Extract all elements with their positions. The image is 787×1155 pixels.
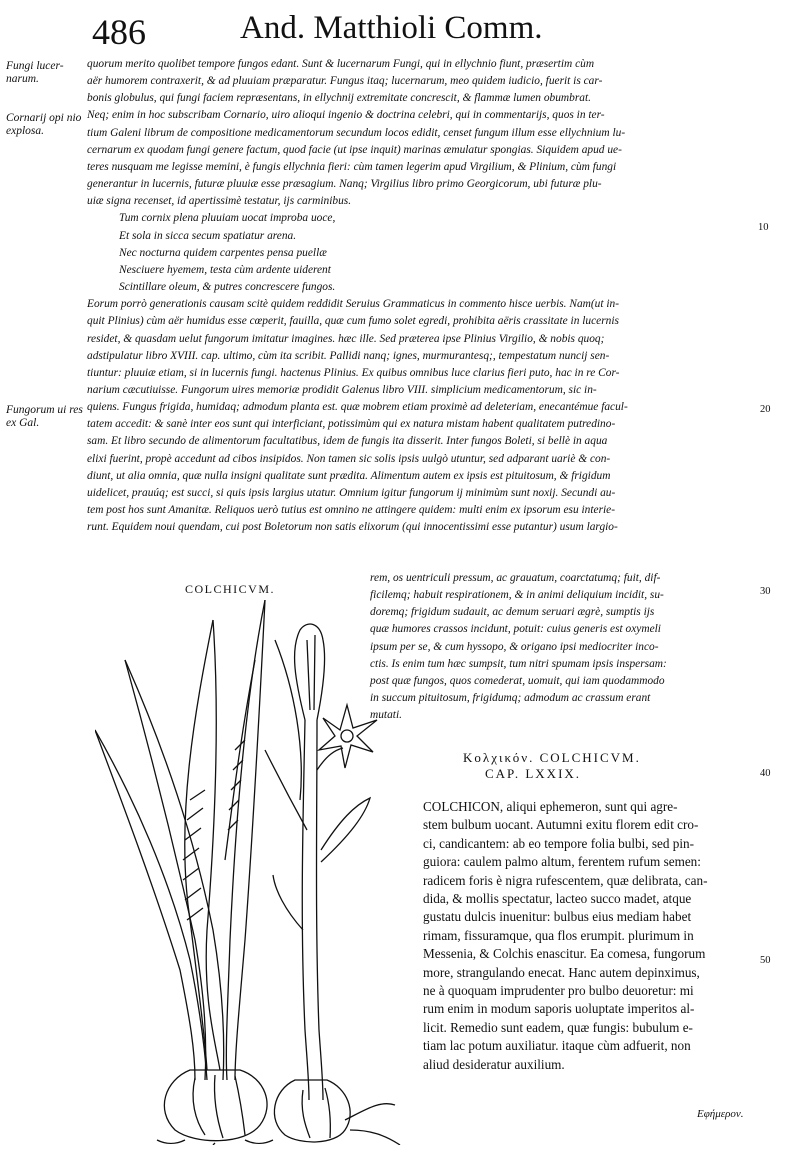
text-line: quit Plinius) cùm aër humidus esse cœperit, fauilla, quæ cum fumo solet egredi, prohibita aëris crassitate in lucernis [87, 315, 619, 328]
line-number: 20 [760, 404, 771, 415]
text-line: sam. Et libro secundo de alimentorum facultatibus, idem de fungis ita disserit. Inter fungos Boleti, si bellè in aqua [87, 435, 608, 448]
margin-note: Fungorum ui res ex Gal. [6, 404, 83, 429]
text-line: elixi fuerint, propè accedunt ad cibos insipidos. Non tamen sic solis ipsis uulgò utuntur, sed adparant uariè & con- [87, 452, 611, 465]
margin-note: Cornarij opi nio explosa. [6, 112, 82, 137]
chapter-title: Κολχικόν. COLCHICVM. [463, 750, 641, 765]
text-line: cernarum ex quodam fungi genere factum, quod facie (ut ipse inquit) marinas æmulatur spongias. Siquidem apud ue- [87, 143, 622, 156]
verse-line: Nesciuere hyemem, testa cùm ardente uiderent [119, 263, 331, 276]
figure-title: COLCHICVM. [185, 582, 276, 596]
text-line: teres nusquam me legisse memini, è fungis ellychnia fieri: cùm tamen legerim apud Virgilium, & Plinium, cùm fungi [87, 160, 617, 173]
text-line: aër humorem contraxerit, & ad pluuiam præparatur. Fungus itaq; lucernarum, meo quidem iudicio, fuerit is car- [87, 75, 603, 88]
page-number: 486 [92, 12, 146, 52]
text-line: residet, & quasdam uelut fungorum imitatur imagines. hæc ille. Sed præterea ipse Plinius Virgilio, & nobis quoq; [87, 332, 605, 345]
text-line: stem bulbum uocant. Autumni exitu florem edit cro- [423, 817, 699, 833]
wrapped-text [370, 570, 775, 724]
verse-line: Et sola in sicca secum spatiatur arena. [119, 229, 297, 242]
text-line: tiam lac potum auxiliatur. itaque cùm adfuerit, non [423, 1038, 691, 1054]
text-line: runt. Equidem noui quendam, cui post Boletorum non satis elixorum (qui innocentissimi esse putantur) usum largio- [87, 521, 618, 534]
text-line: aliud desideratur auxilium. [423, 1056, 565, 1072]
text-line: post quæ fungos, quos comederat, uomuit, qui iam quodammodo [370, 674, 665, 687]
text-line: ficilemq; habuit respirationem, & in animi deliquium incidit, su- [370, 589, 664, 602]
text-line: quiens. Fungus frigida, humidaq; admodum planta est. quæ mobrem etiam proximè ad deleteriam, enecantémue facul- [87, 401, 628, 414]
running-head: And. Matthioli Comm. [240, 10, 543, 46]
line-number: 40 [760, 768, 771, 779]
colchicum-woodcut [95, 600, 415, 1145]
text-line: narium cæcutiuisse. Fungorum uires memoriæ prodidit Galenus libro VIII. simplicium medicamentorum, sic in- [87, 383, 597, 396]
text-line: rum enim in modum saporis uoluptate imperitos al- [423, 1001, 695, 1017]
chapter-number: CAP. LXXIX. [485, 766, 582, 781]
verse-line: Scintillare oleum, & putres concrescere fungos. [119, 281, 336, 294]
text-line: quæ humores crassos incidunt, potuit: cuius generis est oxymeli [370, 623, 661, 636]
text-line: gustatu dulcis inuenitur: bulbus eius mediam habet [423, 909, 692, 925]
text-line: adstipulatur libro XVIII. cap. ultimo, cùm ita scribit. Pallidi nanq; ignes, murmurantesq;, tempestatum nuncij sen- [87, 349, 610, 362]
text-line: more, strangulando enecat. Hanc autem depinximus, [423, 964, 700, 980]
text-line: uiæ signa recenset, id apertissimè testatur, ijs carminibus. [87, 195, 352, 208]
text-line: tem post hos sunt Amanitæ. Reliquos uerò tutius est omnino ne attingere quidem: multi enim ex ipsorum esu interie- [87, 504, 616, 517]
margin-note: Fungi lucer- narum. [6, 60, 64, 85]
text-line: tium Galeni librum de compositione medicamentorum secundum locos edidit, censet fungum illum esse ellychnium lu- [87, 126, 626, 139]
verse-block [119, 210, 755, 296]
text-line: generantur in lucernis, futuræ pluuiæ esse præsagium. Nanq; Virgilius libro primo Georgicorum, ubi futuræ plu- [87, 178, 602, 191]
text-line: ipsum per se, & cum hyssopo, & origano ipsi mediocriter inco- [370, 640, 659, 653]
text-line: tatem accedit: & sanè inter eos sunt qui interficiant, potissimùm qui ex natura mistam habent qualitatem putredino- [87, 418, 616, 431]
text-line: mutati. [370, 709, 402, 722]
line-number: 50 [760, 955, 771, 966]
text-line: dida, & mollis spectatur, lacteo succo madet, atque [423, 891, 692, 907]
text-line: rimam, fissuramque, qua flos erumpit. plurimum in [423, 927, 694, 943]
text-line: rem, os uentriculi pressum, ac grauatum, coarctatumq; fuit, dif- [370, 572, 661, 584]
text-line: Eorum porrò generationis causam scitè quidem reddidit Seruius Grammaticus in commento hisce uerbis. Nam(ut in- [87, 298, 620, 311]
text-line: guiora: caulem palmo altum, ferentem rufum semen: [423, 854, 701, 870]
catchword: Εφήμερον. [697, 1108, 744, 1120]
text-line: diunt, ut alia omnia, quæ nulla insigni qualitate sunt prædita. Alimentum autem ex ipsis est pituitosum, & frigidum [87, 469, 611, 482]
main-text [87, 56, 755, 536]
text-line: COLCHICON, aliqui ephemeron, sunt qui agre- [423, 799, 678, 814]
verse-line: Tum cornix plena pluuiam uocat improba uoce, [119, 212, 336, 225]
text-line: ctis. Is enim tum hæc sumpsit, tum nitri spumam ipsis inspersam: [370, 657, 667, 670]
text-line: Messenia, & Colchis enascitur. Ea comesa, fungorum [423, 946, 706, 962]
chapter-text [423, 798, 768, 1074]
text-line: in succum pituitosum, frigidumq; admodum ac crassum erant [370, 692, 651, 705]
text-line: doremq; frigidum sudauit, ac demum seruari ægrè, sumptis ijs [370, 606, 655, 619]
text-line: licit. Remedio sunt eadem, quæ fungis: bubulum e- [423, 1019, 693, 1035]
text-line: Neq; enim in hoc subscribam Cornario, uiro alioqui ingenio & doctrina celebri, qui in commentarijs, quos in ter- [87, 109, 605, 122]
text-line: ci, candicantem: ab eo tempore folia bulbi, sed pin- [423, 835, 694, 851]
text-line: radicem foris è nigra rufescentem, quæ delibrata, can- [423, 872, 708, 888]
verse-line: Nec nocturna quidem carpentes pensa puellæ [119, 246, 327, 259]
text-line: quorum merito quolibet tempore fungos edant. Sunt & lucernarum Fungi, qui in ellychnio fiunt, præsertim cùm [87, 58, 595, 70]
text-line: tiuntur: pluuiæ etiam, si in lucernis fungi. hactenus Plinius. Ex quibus omnibus luce clarius fieri puto, hac in re Cor- [87, 366, 620, 379]
text-line: uidelicet, prauúq; est succi, si quis ipsis largius utatur. Omnium igitur fungorum ij minimùm sunt noxij. Secundi au- [87, 486, 616, 499]
text-line: ne à quoquam imprudenter pro bulbo deuoretur: mi [423, 983, 694, 999]
line-number: 10 [758, 222, 769, 233]
text-line: bonis globulus, qui fungi faciem repræsentans, in ellychnij extremitate concrescit, & flammæ lumen obumbrat. [87, 92, 591, 105]
line-number: 30 [760, 586, 771, 597]
